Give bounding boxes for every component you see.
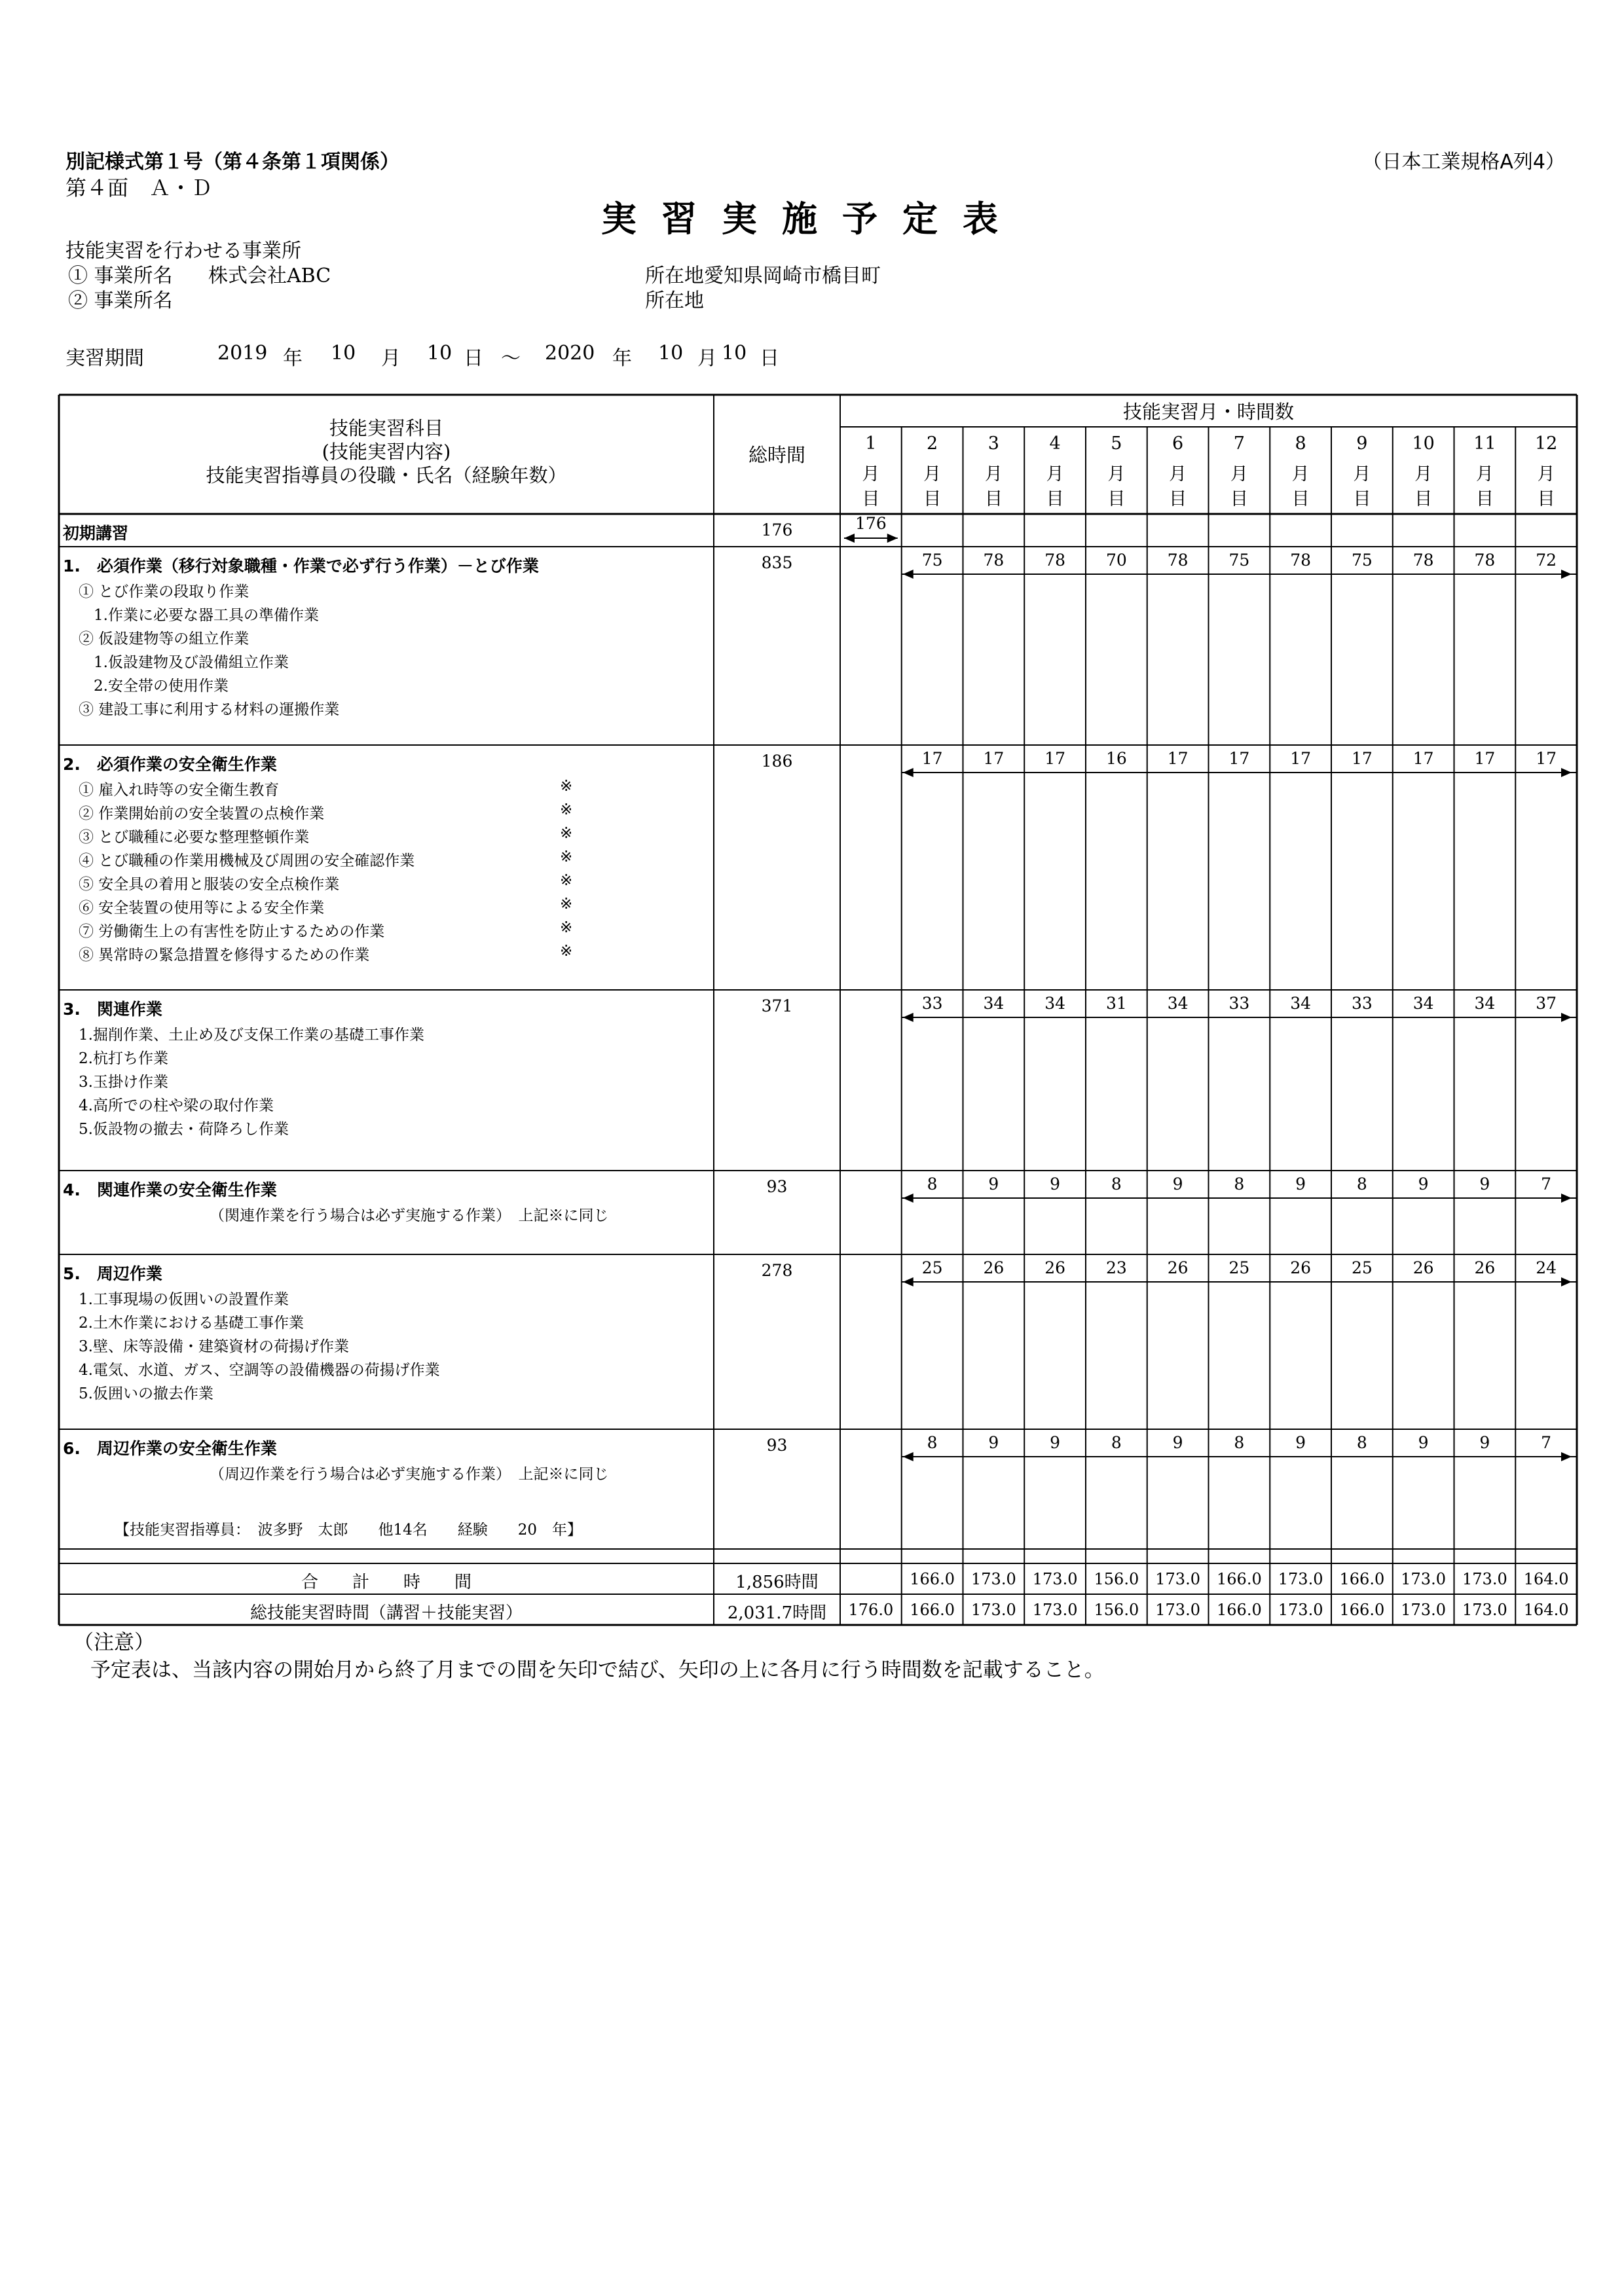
month-number-5: 5 bbox=[1111, 433, 1122, 454]
month-label-suffix2: 目 bbox=[1230, 489, 1248, 509]
period-unit-day: 日 bbox=[464, 347, 483, 370]
section-3-item: 5.仮設物の撤去・荷降ろし作業 bbox=[79, 1121, 289, 1138]
page-label: 第４面 Ａ・Ｄ bbox=[65, 175, 213, 200]
establishment-heading: 技能実習を行わせる事業所 bbox=[65, 240, 301, 263]
grand-row-month-7: 166.0 bbox=[1217, 1601, 1262, 1619]
section-5-month-3-hours: 26 bbox=[983, 1258, 1005, 1277]
section-6-arrow-head bbox=[1561, 1452, 1572, 1461]
section-5-month-5-hours: 23 bbox=[1105, 1258, 1127, 1277]
sum-row-month-5: 156.0 bbox=[1094, 1570, 1139, 1588]
month-label-suffix: 月 bbox=[1169, 464, 1187, 484]
section-3-total: 371 bbox=[761, 996, 793, 1015]
month-label-suffix2: 目 bbox=[1169, 489, 1187, 509]
sum-row-month-12: 164.0 bbox=[1523, 1570, 1569, 1588]
section-2-month-11-hours: 17 bbox=[1474, 749, 1496, 768]
section-6-month-11-hours: 9 bbox=[1479, 1433, 1490, 1452]
section-1-month-11-hours: 78 bbox=[1474, 551, 1496, 570]
section-2-mark: ※ bbox=[560, 848, 573, 866]
section-2-month-7-hours: 17 bbox=[1228, 749, 1250, 768]
period-end-month: 10 bbox=[658, 342, 684, 365]
grand-row-month-6: 173.0 bbox=[1155, 1601, 1200, 1619]
section-4-month-12-hours: 7 bbox=[1541, 1175, 1552, 1194]
section-5-month-11-hours: 26 bbox=[1474, 1258, 1496, 1277]
section-3-item: 2.杭打ち作業 bbox=[79, 1050, 168, 1067]
section-5-month-9-hours: 25 bbox=[1351, 1258, 1373, 1277]
grand-row-label: 総技能実習時間（講習＋技能実習） bbox=[249, 1603, 523, 1623]
establishment-2-label: ② 事業所名 bbox=[68, 289, 173, 312]
month-label-suffix: 月 bbox=[862, 464, 880, 484]
period-tilde: 〜 bbox=[501, 347, 521, 370]
section-2-arrow-head bbox=[1561, 768, 1572, 777]
section-2-month-3-hours: 17 bbox=[983, 749, 1005, 768]
period-end-unit-day: 日 bbox=[760, 347, 779, 370]
section-4-month-3-hours: 9 bbox=[988, 1175, 999, 1194]
section-2-month-2-hours: 17 bbox=[921, 749, 943, 768]
section-2-mark: ※ bbox=[560, 778, 573, 795]
section-2-item: ⑤ 安全具の着用と服装の安全点検作業 bbox=[79, 876, 340, 893]
month-label-suffix: 月 bbox=[1353, 464, 1371, 484]
initial-training-arrow-head bbox=[887, 534, 898, 543]
sum-row-month-7: 166.0 bbox=[1217, 1570, 1262, 1588]
initial-training-month1: 176 bbox=[855, 514, 887, 533]
paper-standard: （日本工業規格A列4） bbox=[1362, 151, 1565, 173]
section-3-month-7-hours: 33 bbox=[1228, 994, 1250, 1013]
form-number: 別記様式第１号（第４条第１項関係） bbox=[65, 151, 399, 173]
section-4-month-9-hours: 8 bbox=[1356, 1175, 1367, 1194]
section-5-item: 1.工事現場の仮囲いの設置作業 bbox=[79, 1291, 289, 1308]
section-4-item: （関連作業を行う場合は必ず実施する作業） 上記※に同じ bbox=[210, 1207, 609, 1224]
sum-row-month-4: 173.0 bbox=[1032, 1570, 1078, 1588]
period-end-unit-year: 年 bbox=[612, 347, 632, 370]
section-6-month-8-hours: 9 bbox=[1295, 1433, 1306, 1452]
section-4-month-10-hours: 9 bbox=[1418, 1175, 1429, 1194]
month-label-suffix2: 目 bbox=[923, 489, 942, 509]
grand-row-month-9: 166.0 bbox=[1339, 1601, 1385, 1619]
section-4-month-5-hours: 8 bbox=[1111, 1175, 1122, 1194]
period-start-year: 2019 bbox=[217, 342, 268, 365]
section-3-item: 4.高所での柱や梁の取付作業 bbox=[79, 1097, 274, 1114]
section-2-arrow-head bbox=[903, 768, 913, 777]
notes-text: 予定表は、当該内容の開始月から終了月までの間を矢印で結び、矢印の上に各月に行う時間数を記載すること。 bbox=[90, 1658, 1105, 1682]
section-5-month-12-hours: 24 bbox=[1536, 1258, 1557, 1277]
section-2-month-8-hours: 17 bbox=[1290, 749, 1312, 768]
section-3-month-2-hours: 33 bbox=[921, 994, 943, 1013]
section-1-month-7-hours: 75 bbox=[1228, 551, 1250, 570]
instructor-info: 【技能実習指導員： 波多野 太郎 他14名 経験 20 年】 bbox=[115, 1522, 583, 1539]
month-number-12: 12 bbox=[1534, 433, 1558, 454]
section-5-item: 5.仮囲いの撤去作業 bbox=[79, 1385, 213, 1402]
month-number-2: 2 bbox=[927, 433, 938, 454]
month-label-suffix: 月 bbox=[1537, 464, 1555, 484]
section-1-month-10-hours: 78 bbox=[1412, 551, 1434, 570]
grand-row-month-8: 173.0 bbox=[1278, 1601, 1323, 1619]
section-1-item: ② 仮設建物等の組立作業 bbox=[79, 630, 249, 647]
section-3-arrow-head bbox=[903, 1013, 913, 1022]
section-5-month-8-hours: 26 bbox=[1290, 1258, 1312, 1277]
section-1-item: 1.作業に必要な器工具の準備作業 bbox=[79, 607, 319, 624]
page-title: 実習実施予定表 bbox=[601, 198, 1023, 240]
section-3-title: 3. 関連作業 bbox=[63, 1000, 162, 1019]
month-label-suffix: 月 bbox=[984, 464, 1003, 484]
section-4-arrow-head bbox=[1561, 1194, 1572, 1203]
section-6-month-3-hours: 9 bbox=[988, 1433, 999, 1452]
period-label: 実習期間 bbox=[65, 347, 144, 370]
month-number-3: 3 bbox=[987, 433, 999, 454]
section-6-month-4-hours: 9 bbox=[1050, 1433, 1061, 1452]
section-5-month-6-hours: 26 bbox=[1167, 1258, 1189, 1277]
section-3-month-4-hours: 34 bbox=[1044, 994, 1066, 1013]
section-3-month-12-hours: 37 bbox=[1536, 994, 1557, 1013]
section-1-month-6-hours: 78 bbox=[1167, 551, 1189, 570]
section-1-month-8-hours: 78 bbox=[1290, 551, 1312, 570]
section-5-total: 278 bbox=[761, 1261, 793, 1280]
section-2-month-5-hours: 16 bbox=[1105, 749, 1127, 768]
period-end-year: 2020 bbox=[545, 342, 595, 365]
section-5-item: 4.電気、水道、ガス、空調等の設備機器の荷揚げ作業 bbox=[79, 1362, 440, 1379]
sum-row-total: 1,856時間 bbox=[735, 1573, 819, 1592]
section-1-month-2-hours: 75 bbox=[921, 551, 943, 570]
establishment-2-location: 所在地 bbox=[645, 289, 704, 312]
month-label-suffix2: 目 bbox=[1107, 489, 1126, 509]
sum-row-month-9: 166.0 bbox=[1339, 1570, 1385, 1588]
section-2-mark: ※ bbox=[560, 825, 573, 842]
notes-heading: （注意） bbox=[73, 1631, 155, 1654]
establishment-1-name: 株式会社ABC bbox=[208, 264, 331, 287]
section-6-month-5-hours: 8 bbox=[1111, 1433, 1122, 1452]
period-end-unit-month: 月 bbox=[697, 347, 717, 370]
section-1-title: 1. 必須作業（移行対象職種・作業で必ず行う作業）－とび作業 bbox=[63, 556, 539, 575]
subject-header-line: 技能実習科目 bbox=[329, 417, 443, 439]
section-3-month-8-hours: 34 bbox=[1290, 994, 1312, 1013]
month-number-7: 7 bbox=[1233, 433, 1245, 454]
section-2-mark: ※ bbox=[560, 919, 573, 936]
section-6-month-7-hours: 8 bbox=[1234, 1433, 1245, 1452]
section-2-mark: ※ bbox=[560, 801, 573, 818]
section-6-month-2-hours: 8 bbox=[927, 1433, 938, 1452]
section-2-title: 2. 必須作業の安全衛生作業 bbox=[63, 755, 277, 774]
section-3-month-6-hours: 34 bbox=[1167, 994, 1189, 1013]
section-3-month-10-hours: 34 bbox=[1412, 994, 1434, 1013]
section-6-month-6-hours: 9 bbox=[1172, 1433, 1183, 1452]
grand-row-month-5: 156.0 bbox=[1094, 1601, 1139, 1619]
section-2-month-12-hours: 17 bbox=[1536, 749, 1557, 768]
section-3-month-9-hours: 33 bbox=[1351, 994, 1373, 1013]
section-2-month-4-hours: 17 bbox=[1044, 749, 1066, 768]
section-1-month-4-hours: 78 bbox=[1044, 551, 1066, 570]
subject-header-line: 技能実習指導員の役職・氏名（経験年数） bbox=[206, 464, 567, 486]
sum-row-month-11: 173.0 bbox=[1462, 1570, 1507, 1588]
sum-row-month-3: 173.0 bbox=[971, 1570, 1016, 1588]
month-label-suffix: 月 bbox=[1475, 464, 1494, 484]
section-1-item: 1.仮設建物及び設備組立作業 bbox=[79, 654, 289, 671]
section-6-arrow-head bbox=[903, 1452, 913, 1461]
section-4-month-8-hours: 9 bbox=[1295, 1175, 1306, 1194]
initial-training-arrow-head bbox=[844, 534, 855, 543]
section-5-arrow-head bbox=[903, 1277, 913, 1286]
month-number-10: 10 bbox=[1412, 433, 1435, 454]
month-number-9: 9 bbox=[1356, 433, 1368, 454]
establishment-1-label: ① 事業所名 bbox=[68, 264, 173, 287]
month-number-11: 11 bbox=[1473, 433, 1496, 454]
section-6-month-10-hours: 9 bbox=[1418, 1433, 1429, 1452]
month-number-6: 6 bbox=[1172, 433, 1184, 454]
section-2-item: ③ とび職種に必要な整理整頓作業 bbox=[79, 829, 310, 846]
month-label-suffix: 月 bbox=[1046, 464, 1064, 484]
period-start-month: 10 bbox=[331, 342, 356, 365]
section-2-item: ① 雇入れ時等の安全衛生教育 bbox=[79, 782, 280, 799]
section-2-month-10-hours: 17 bbox=[1412, 749, 1434, 768]
section-1-item: 2.安全帯の使用作業 bbox=[79, 678, 229, 695]
period-unit-month: 月 bbox=[381, 347, 401, 370]
month-label-suffix2: 目 bbox=[862, 489, 880, 509]
section-4-month-4-hours: 9 bbox=[1050, 1175, 1061, 1194]
month-label-suffix2: 目 bbox=[1475, 489, 1494, 509]
section-2-mark: ※ bbox=[560, 943, 573, 960]
section-2-item: ⑧ 異常時の緊急措置を修得するための作業 bbox=[79, 947, 370, 964]
section-5-month-2-hours: 25 bbox=[921, 1258, 943, 1277]
month-number-4: 4 bbox=[1049, 433, 1061, 454]
grand-row-month-10: 173.0 bbox=[1401, 1601, 1446, 1619]
section-2-item: ⑥ 安全装置の使用等による安全作業 bbox=[79, 900, 325, 917]
grand-row-total: 2,031.7時間 bbox=[727, 1603, 827, 1623]
sum-row-month-10: 173.0 bbox=[1401, 1570, 1446, 1588]
month-label-suffix2: 目 bbox=[984, 489, 1003, 509]
section-3-arrow-head bbox=[1561, 1013, 1572, 1022]
section-2-month-6-hours: 17 bbox=[1167, 749, 1189, 768]
sum-row-month-8: 173.0 bbox=[1278, 1570, 1323, 1588]
sum-row-month-6: 173.0 bbox=[1155, 1570, 1200, 1588]
section-3-item: 3.玉掛け作業 bbox=[79, 1074, 168, 1091]
section-1-item: ① とび作業の段取り作業 bbox=[79, 583, 249, 600]
section-5-item: 3.壁、床等設備・建築資材の荷揚げ作業 bbox=[79, 1338, 349, 1355]
initial-training-label: 初期講習 bbox=[63, 524, 129, 543]
month-label-suffix: 月 bbox=[1107, 464, 1126, 484]
section-3-month-3-hours: 34 bbox=[983, 994, 1005, 1013]
section-6-month-12-hours: 7 bbox=[1541, 1433, 1552, 1452]
month-label-suffix2: 目 bbox=[1414, 489, 1433, 509]
section-3-month-11-hours: 34 bbox=[1474, 994, 1496, 1013]
month-label-suffix2: 目 bbox=[1537, 489, 1555, 509]
section-5-item: 2.土木作業における基礎工事作業 bbox=[79, 1315, 304, 1332]
section-4-title: 4. 関連作業の安全衛生作業 bbox=[63, 1180, 277, 1199]
establishment-1-location: 所在地愛知県岡崎市橋目町 bbox=[645, 264, 881, 287]
period-unit-year: 年 bbox=[283, 347, 303, 370]
section-6-total: 93 bbox=[766, 1436, 788, 1455]
section-6-month-9-hours: 8 bbox=[1356, 1433, 1367, 1452]
section-6-item: （周辺作業を行う場合は必ず実施する作業） 上記※に同じ bbox=[210, 1466, 609, 1483]
grand-row-month-4: 173.0 bbox=[1032, 1601, 1078, 1619]
section-4-arrow-head bbox=[903, 1194, 913, 1203]
section-3-item: 1.掘削作業、土止め及び支保工作業の基礎工事作業 bbox=[79, 1027, 424, 1044]
total-header: 総時間 bbox=[748, 444, 805, 466]
month-label-suffix2: 目 bbox=[1291, 489, 1310, 509]
section-1-month-3-hours: 78 bbox=[983, 551, 1005, 570]
section-1-month-9-hours: 75 bbox=[1351, 551, 1373, 570]
subject-header-line: (技能実習内容) bbox=[322, 441, 451, 463]
section-1-total: 835 bbox=[761, 553, 793, 572]
section-3-month-5-hours: 31 bbox=[1105, 994, 1127, 1013]
section-5-arrow-head bbox=[1561, 1277, 1572, 1286]
section-5-title: 5. 周辺作業 bbox=[63, 1264, 162, 1283]
section-6-title: 6. 周辺作業の安全衛生作業 bbox=[63, 1439, 277, 1458]
grand-row-month-1: 176.0 bbox=[848, 1601, 894, 1619]
section-1-item: ③ 建設工事に利用する材料の運搬作業 bbox=[79, 701, 340, 718]
section-2-item: ④ とび職種の作業用機械及び周囲の安全確認作業 bbox=[79, 852, 415, 869]
section-4-month-7-hours: 8 bbox=[1234, 1175, 1245, 1194]
section-2-total: 186 bbox=[761, 752, 793, 771]
sum-row-label: 合 計 時 間 bbox=[301, 1573, 471, 1592]
sum-row-month-2: 166.0 bbox=[910, 1570, 955, 1588]
section-5-month-10-hours: 26 bbox=[1412, 1258, 1434, 1277]
grand-row-month-2: 166.0 bbox=[910, 1601, 955, 1619]
month-number-1: 1 bbox=[865, 433, 877, 454]
section-2-item: ② 作業開始前の安全装置の点検作業 bbox=[79, 805, 325, 822]
section-1-arrow-head bbox=[1561, 570, 1572, 579]
month-label-suffix2: 目 bbox=[1353, 489, 1371, 509]
initial-training-total: 176 bbox=[761, 520, 793, 539]
months-header: 技能実習月・時間数 bbox=[1122, 401, 1294, 423]
section-4-month-6-hours: 9 bbox=[1172, 1175, 1183, 1194]
grand-row-month-11: 173.0 bbox=[1462, 1601, 1507, 1619]
section-5-month-4-hours: 26 bbox=[1044, 1258, 1066, 1277]
section-4-month-2-hours: 8 bbox=[927, 1175, 938, 1194]
section-2-mark: ※ bbox=[560, 872, 573, 889]
section-1-month-5-hours: 70 bbox=[1105, 551, 1127, 570]
section-4-total: 93 bbox=[766, 1177, 788, 1196]
month-label-suffix: 月 bbox=[923, 464, 942, 484]
section-1-arrow-head bbox=[903, 570, 913, 579]
grand-row-month-12: 164.0 bbox=[1523, 1601, 1569, 1619]
period-end-day: 10 bbox=[722, 342, 747, 365]
section-2-item: ⑦ 労働衛生上の有害性を防止するための作業 bbox=[79, 923, 385, 940]
month-label-suffix: 月 bbox=[1414, 464, 1433, 484]
section-1-month-12-hours: 72 bbox=[1536, 551, 1557, 570]
section-5-month-7-hours: 25 bbox=[1228, 1258, 1250, 1277]
month-label-suffix: 月 bbox=[1291, 464, 1310, 484]
month-number-8: 8 bbox=[1295, 433, 1306, 454]
month-label-suffix2: 目 bbox=[1046, 489, 1064, 509]
section-4-month-11-hours: 9 bbox=[1479, 1175, 1490, 1194]
section-2-mark: ※ bbox=[560, 896, 573, 913]
month-label-suffix: 月 bbox=[1230, 464, 1248, 484]
grand-row-month-3: 173.0 bbox=[971, 1601, 1016, 1619]
section-2-month-9-hours: 17 bbox=[1351, 749, 1373, 768]
period-start-day: 10 bbox=[427, 342, 452, 365]
